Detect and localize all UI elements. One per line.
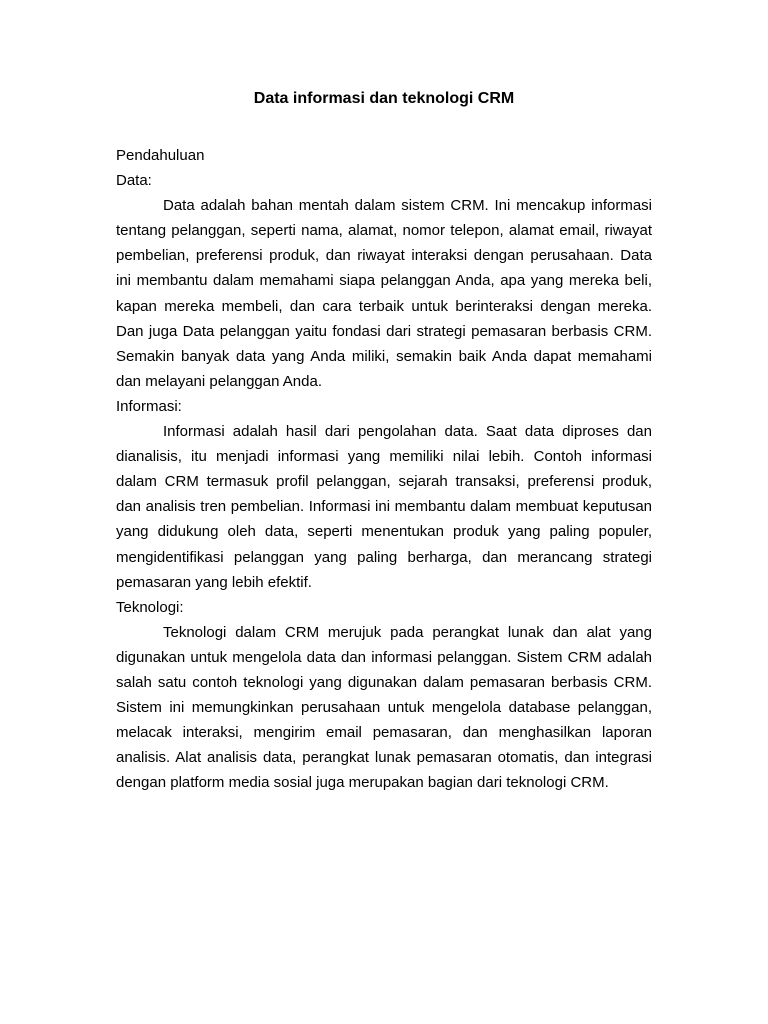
intro-heading: Pendahuluan — [116, 147, 205, 164]
section-label-data: Data: — [116, 172, 152, 190]
section-label-informasi: Informasi: — [116, 397, 182, 415]
section-paragraph-informasi: Informasi adalah hasil dari pengolahan data. Saat data diproses dan dianalisis, itu menjadi informasi yang memiliki nilai lebih. Contoh informasi dalam CRM termasuk profil pelanggan, sejarah transaksi, preferensi produk, dan analisis tren pembelian. Informasi ini membantu dalam membuat keputusan yang didukung oleh data, seperti menentukan produk yang paling populer, mengidentifikasi pelanggan yang paling berharga, dan merancang strategi pemasaran yang lebih efektif. — [116, 423, 652, 591]
section-label-teknologi: Teknologi: — [116, 598, 184, 616]
document-body — [116, 143, 652, 795]
section-paragraph-data: Data adalah bahan mentah dalam sistem CRM. Ini mencakup informasi tentang pelanggan, seperti nama, alamat, nomor telepon, alamat email, riwayat pembelian, preferensi produk, dan riwayat interaksi dengan perusahaan. Data ini membantu dalam memahami siapa pelanggan Anda, apa yang mereka beli, kapan mereka membeli, dan cara terbaik untuk berinteraksi dengan mereka. Dan juga Data pelanggan yaitu fondasi dari strategi pemasaran berbasis CRM. Semakin banyak data yang Anda miliki, semakin baik Anda dapat memahami dan melayani pelanggan Anda. — [116, 197, 652, 390]
section-paragraph-teknologi: Teknologi dalam CRM merujuk pada perangkat lunak dan alat yang digunakan untuk mengelola data dan informasi pelanggan. Sistem CRM adalah salah satu contoh teknologi yang digunakan dalam pemasaran berbasis CRM. Sistem ini memungkinkan perusahaan untuk mengelola database pelanggan, melacak interaksi, mengirim email pemasaran, dan menghasilkan laporan analisis. Alat analisis data, perangkat lunak pemasaran otomatis, dan integrasi dengan platform media sosial juga merupakan bagian dari teknologi CRM. — [116, 623, 652, 792]
document-title: Data informasi dan teknologi CRM — [253, 90, 515, 107]
